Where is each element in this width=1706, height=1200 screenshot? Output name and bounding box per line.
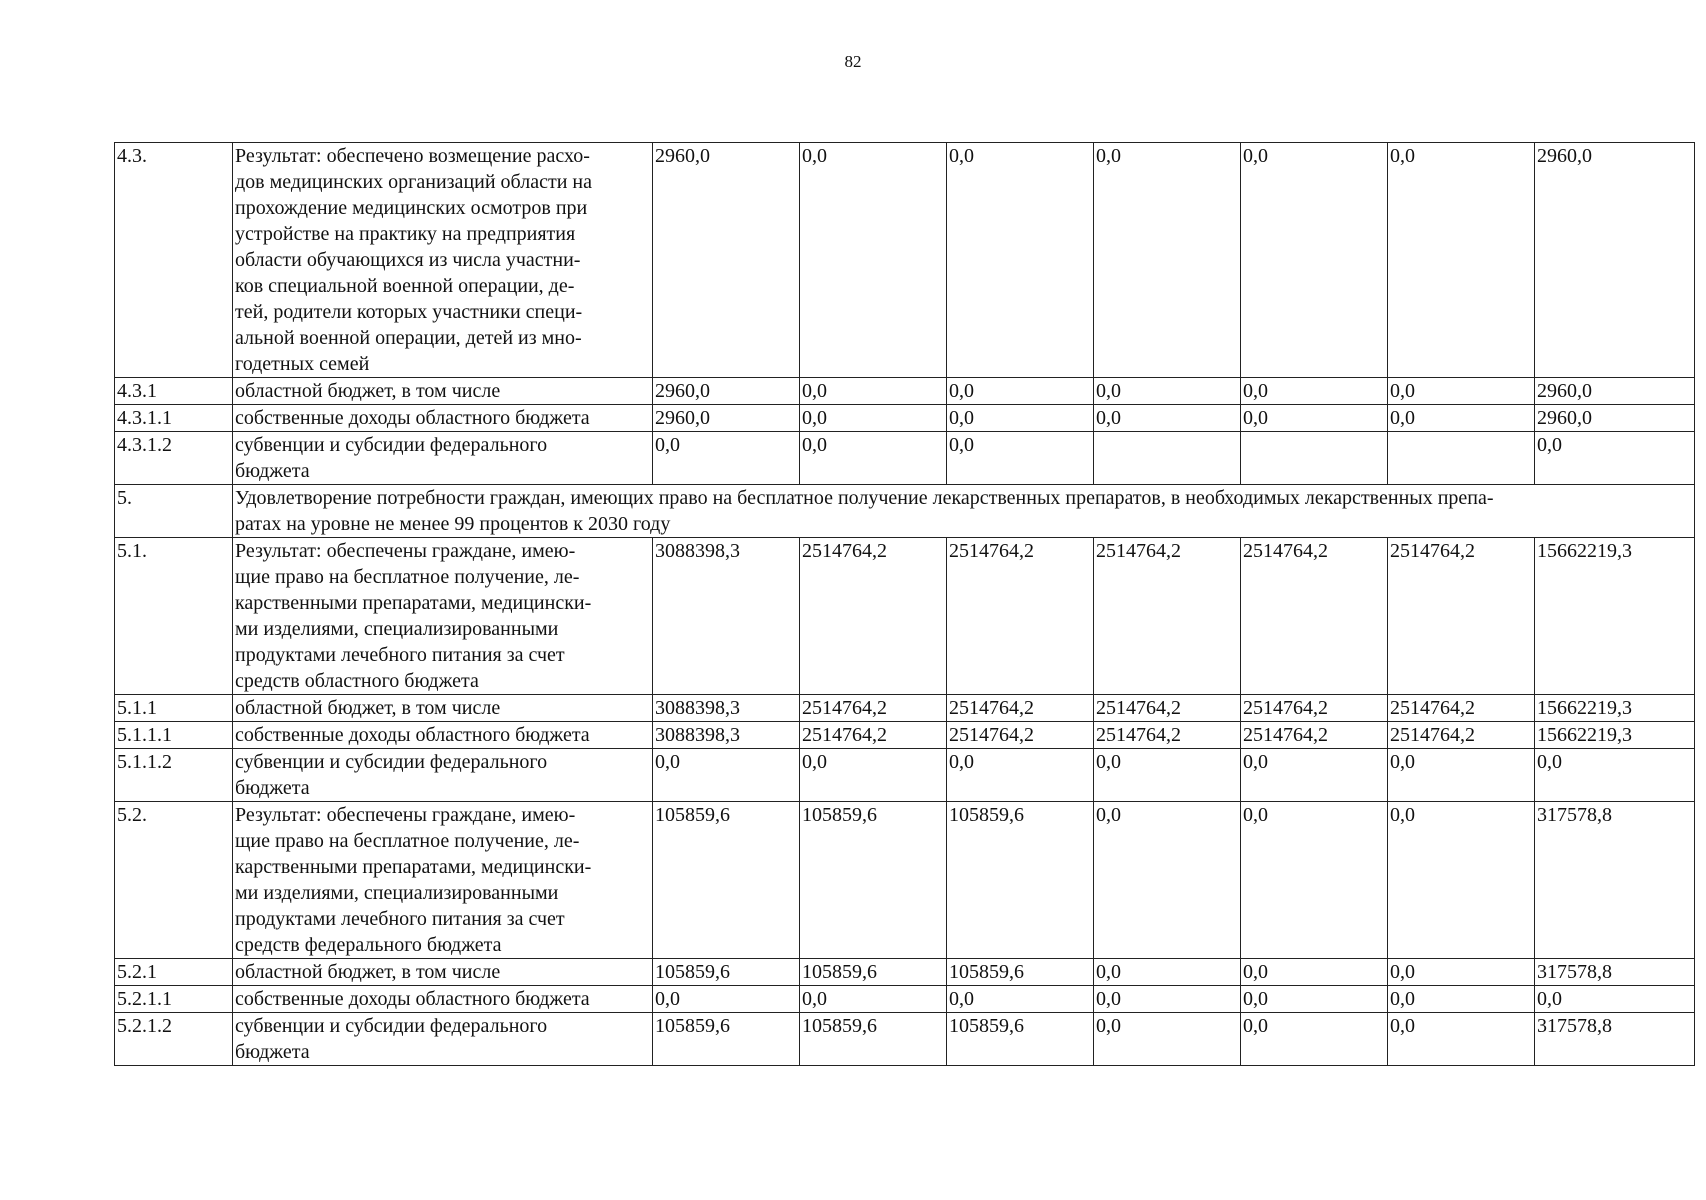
table-body: [115, 143, 1695, 1066]
row-description: субвенции и субсидии федерального бюджета: [233, 749, 653, 802]
table-row: [115, 432, 1695, 485]
value-cell: 317578,8: [1535, 802, 1695, 959]
value-cell: 2514764,2: [1094, 695, 1241, 722]
table-row: [115, 802, 1695, 959]
value-cell: 317578,8: [1535, 1013, 1695, 1066]
value-cell: 0,0: [1094, 959, 1241, 986]
value-cell: 0,0: [947, 986, 1094, 1013]
value-cell: 2960,0: [653, 143, 800, 378]
value-cell: 2960,0: [653, 378, 800, 405]
value-cell: 317578,8: [1535, 959, 1695, 986]
value-cell: 105859,6: [653, 1013, 800, 1066]
value-cell: 0,0: [947, 405, 1094, 432]
value-cell: 0,0: [1388, 959, 1535, 986]
value-cell: 0,0: [1241, 405, 1388, 432]
value-cell: 0,0: [1388, 378, 1535, 405]
row-number: 5.2.1.2: [115, 1013, 233, 1066]
value-cell: 2960,0: [1535, 378, 1695, 405]
table-row: [115, 378, 1695, 405]
value-cell: 0,0: [947, 749, 1094, 802]
value-cell: 2514764,2: [800, 695, 947, 722]
row-description: Результат: обеспечены граждане, имею- щие право на бесплатное получение, ле- карственными препаратами, медицински- ми изделиями, специализированными продуктами лечебного питания за счет средств областного бюджета: [233, 538, 653, 695]
value-cell: 2514764,2: [1388, 722, 1535, 749]
value-cell: 105859,6: [800, 959, 947, 986]
value-cell: 3088398,3: [653, 695, 800, 722]
value-cell: 0,0: [1241, 802, 1388, 959]
value-cell: 105859,6: [947, 802, 1094, 959]
row-number: 5.1.1.2: [115, 749, 233, 802]
value-cell: 2514764,2: [1241, 538, 1388, 695]
value-cell: 105859,6: [653, 802, 800, 959]
value-cell: 2960,0: [1535, 143, 1695, 378]
page-number: 82: [844, 52, 862, 71]
table-row: [115, 749, 1695, 802]
table-row: [115, 722, 1695, 749]
row-goal-description: Удовлетворение потребности граждан, имеющих право на бесплатное получение лекарственных препаратов, в необходимых лекарственных препа- ратах на уровне не менее 99 процентов к 2030 году: [233, 485, 1695, 538]
row-number: 5.1.1.1: [115, 722, 233, 749]
value-cell: 2514764,2: [1094, 722, 1241, 749]
value-cell: 0,0: [800, 432, 947, 485]
value-cell: 2514764,2: [947, 538, 1094, 695]
value-cell: 0,0: [1241, 986, 1388, 1013]
value-cell: 0,0: [653, 432, 800, 485]
table-row: [115, 538, 1695, 695]
value-cell: 2514764,2: [1094, 538, 1241, 695]
value-cell: 2514764,2: [1241, 695, 1388, 722]
value-cell: [1094, 432, 1241, 485]
row-number: 5.: [115, 485, 233, 538]
table-row: [115, 485, 1695, 538]
value-cell: 0,0: [1241, 1013, 1388, 1066]
table-row: [115, 959, 1695, 986]
table-row: [115, 143, 1695, 378]
value-cell: 0,0: [653, 986, 800, 1013]
row-number: 4.3.1.2: [115, 432, 233, 485]
value-cell: 0,0: [1094, 749, 1241, 802]
row-description: Результат: обеспечены граждане, имею- щие право на бесплатное получение, ле- карственными препаратами, медицински- ми изделиями, специализированными продуктами лечебного питания за счет средств федерального бюджета: [233, 802, 653, 959]
row-number: 5.1.: [115, 538, 233, 695]
value-cell: 2514764,2: [1388, 538, 1535, 695]
value-cell: 0,0: [800, 378, 947, 405]
value-cell: 0,0: [947, 143, 1094, 378]
row-description: субвенции и субсидии федерального бюджета: [233, 1013, 653, 1066]
value-cell: 105859,6: [653, 959, 800, 986]
value-cell: 0,0: [947, 378, 1094, 405]
value-cell: 105859,6: [947, 959, 1094, 986]
value-cell: 105859,6: [800, 802, 947, 959]
row-description: Результат: обеспечено возмещение расхо- дов медицинских организаций области на прохождение медицинских осмотров при устройстве на практику на предприятия области обучающихся из числа участни- ков специальной военной операции, де- тей, родители которых участники специ- альной военной операции, детей из мно- годетных семей: [233, 143, 653, 378]
value-cell: 0,0: [1241, 143, 1388, 378]
value-cell: 0,0: [800, 143, 947, 378]
row-number: 4.3.1.1: [115, 405, 233, 432]
table-row: [115, 986, 1695, 1013]
table-row: [115, 695, 1695, 722]
value-cell: 0,0: [1535, 986, 1695, 1013]
value-cell: 0,0: [1094, 1013, 1241, 1066]
value-cell: 2514764,2: [800, 538, 947, 695]
value-cell: 0,0: [800, 405, 947, 432]
value-cell: 2514764,2: [800, 722, 947, 749]
value-cell: 2960,0: [1535, 405, 1695, 432]
value-cell: 2514764,2: [1388, 695, 1535, 722]
value-cell: 0,0: [1388, 143, 1535, 378]
value-cell: 2514764,2: [947, 695, 1094, 722]
budget-table: [114, 142, 1695, 1066]
value-cell: 105859,6: [947, 1013, 1094, 1066]
row-description: субвенции и субсидии федерального бюджета: [233, 432, 653, 485]
value-cell: 0,0: [1388, 405, 1535, 432]
value-cell: 0,0: [1388, 749, 1535, 802]
table-row: [115, 1013, 1695, 1066]
value-cell: 105859,6: [800, 1013, 947, 1066]
value-cell: 0,0: [1388, 1013, 1535, 1066]
value-cell: 2514764,2: [1241, 722, 1388, 749]
value-cell: 0,0: [1094, 143, 1241, 378]
value-cell: 0,0: [1094, 986, 1241, 1013]
row-description: собственные доходы областного бюджета: [233, 986, 653, 1013]
value-cell: 0,0: [1094, 405, 1241, 432]
value-cell: 0,0: [1094, 802, 1241, 959]
value-cell: 0,0: [1535, 432, 1695, 485]
row-number: 4.3.: [115, 143, 233, 378]
value-cell: 2514764,2: [947, 722, 1094, 749]
row-description: собственные доходы областного бюджета: [233, 405, 653, 432]
value-cell: 15662219,3: [1535, 695, 1695, 722]
row-description: областной бюджет, в том числе: [233, 695, 653, 722]
row-number: 5.2.1.1: [115, 986, 233, 1013]
row-number: 5.2.: [115, 802, 233, 959]
value-cell: 0,0: [800, 749, 947, 802]
value-cell: 0,0: [1241, 959, 1388, 986]
row-number: 5.2.1: [115, 959, 233, 986]
value-cell: 0,0: [653, 749, 800, 802]
value-cell: 0,0: [1094, 378, 1241, 405]
row-description: собственные доходы областного бюджета: [233, 722, 653, 749]
value-cell: 0,0: [947, 432, 1094, 485]
row-description: областной бюджет, в том числе: [233, 959, 653, 986]
value-cell: 15662219,3: [1535, 722, 1695, 749]
value-cell: 0,0: [1535, 749, 1695, 802]
value-cell: 0,0: [1241, 378, 1388, 405]
table-row: [115, 405, 1695, 432]
value-cell: 2960,0: [653, 405, 800, 432]
value-cell: 0,0: [1241, 749, 1388, 802]
value-cell: 15662219,3: [1535, 538, 1695, 695]
value-cell: 0,0: [1388, 986, 1535, 1013]
value-cell: [1241, 432, 1388, 485]
row-number: 4.3.1: [115, 378, 233, 405]
value-cell: 0,0: [1388, 802, 1535, 959]
value-cell: 3088398,3: [653, 538, 800, 695]
row-description: областной бюджет, в том числе: [233, 378, 653, 405]
value-cell: 3088398,3: [653, 722, 800, 749]
row-number: 5.1.1: [115, 695, 233, 722]
value-cell: [1388, 432, 1535, 485]
value-cell: 0,0: [800, 986, 947, 1013]
